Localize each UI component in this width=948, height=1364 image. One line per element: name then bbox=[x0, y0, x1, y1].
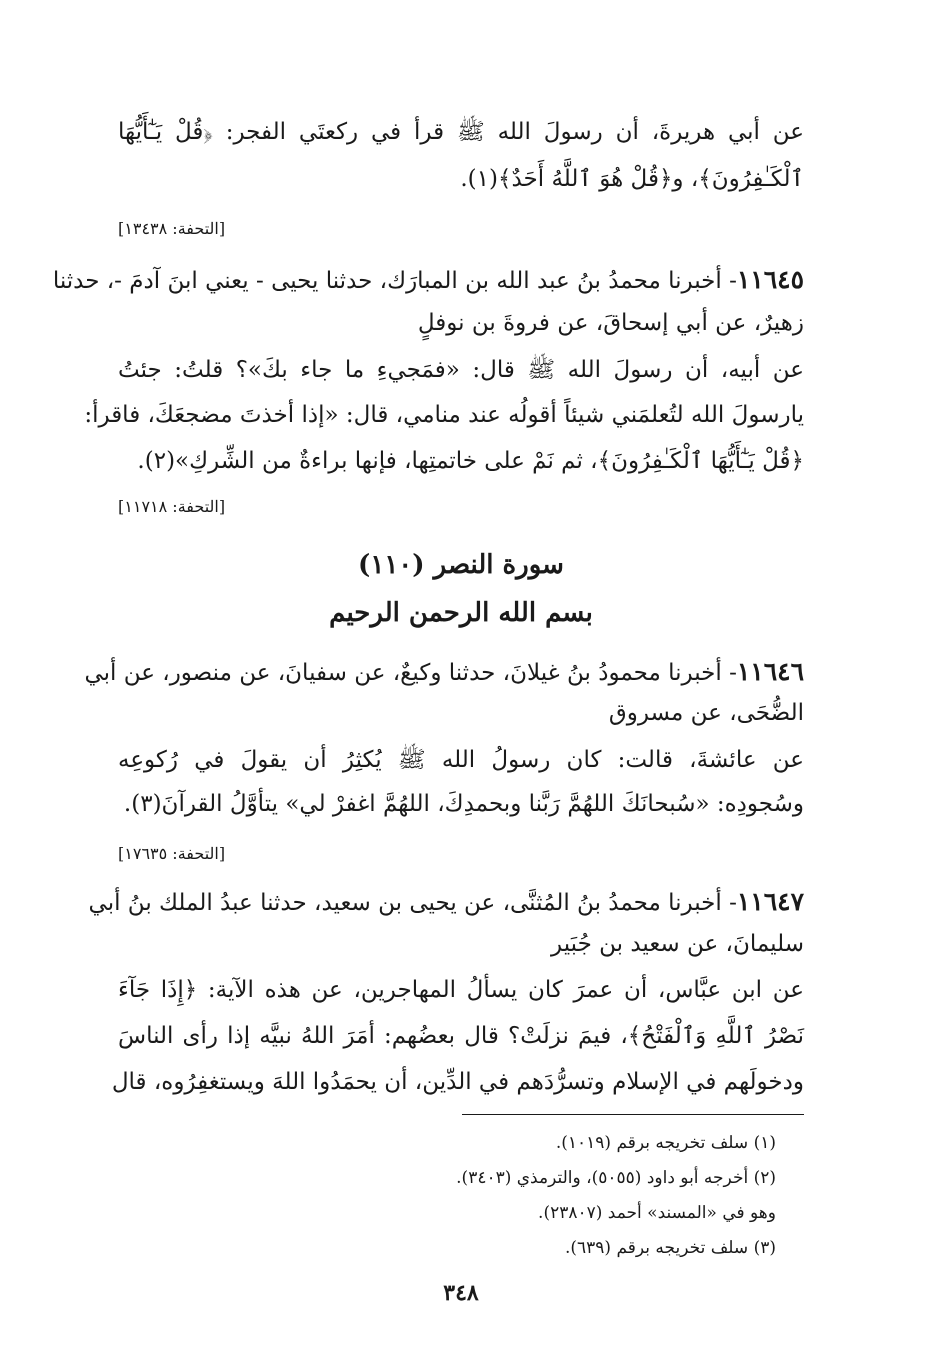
footnote: وهو في «المسند» أحمد (٢٣٨٠٧). bbox=[538, 1203, 776, 1223]
hadith-entry bbox=[88, 882, 804, 923]
text-line: يارسولَ الله لتُعلمَني شيئاً أقولُه عند منامي، قال: «إذا أخذتَ مضجعَكَ، فاقرأ: bbox=[84, 402, 804, 428]
text-line: زهيرٌ، عن أبي إسحاقَ، عن فروةَ بن نوفلٍ bbox=[417, 310, 804, 336]
text-line: عن عائشةَ، قالت: كان رسولُ الله ﷺ يُكثِرُ أن يقولَ في رُكوعِه bbox=[118, 747, 804, 773]
page-number: ٣٤٨ bbox=[443, 1280, 479, 1306]
footnote-separator bbox=[462, 1114, 804, 1115]
text-line: - أخبرنا محمدُ بنُ المُثنَّى، عن يحيى بن سعيد، حدثنا عبدُ الملك بنُ أبي bbox=[88, 890, 737, 916]
footnote: (٣) سلف تخريجه برقم (٦٣٩). bbox=[564, 1238, 776, 1258]
text-line: عن ابن عبَّاس، أن عمرَ كان يسألُ المهاجرين، عن هذه الآية: ﴿إِذَا جَآءَ bbox=[118, 977, 804, 1003]
tuhfa-reference: [التحفة: ١٣٤٣٨] bbox=[118, 219, 226, 238]
basmala-heading: بسم الله الرحمن الرحيم bbox=[329, 598, 593, 628]
footnote: (٢) أخرجه أبو داود (٥٠٥٥)، والترمذي (٣٤٠٣). bbox=[456, 1168, 776, 1188]
text-line: وسُجودِه: «سُبحانَكَ اللهُمَّ رَبَّنا وبحمدِكَ، اللهُمَّ اغفرْ لي» يتأوَّلُ القرآنَ(٣). bbox=[123, 791, 804, 817]
hadith-number: ١١٦٤٦ bbox=[736, 657, 804, 686]
text-line: سليمانَ، عن سعيد بن جُبَير bbox=[551, 931, 804, 957]
text-line: - أخبرنا محمدُ بنُ عبد الله بن المبارَك، حدثنا يحيى - يعني ابنَ آدمَ -، حدثنا bbox=[52, 268, 737, 294]
tuhfa-reference: [التحفة: ١١٧١٨] bbox=[118, 497, 226, 516]
text-line: عن أبيه، أن رسولَ الله ﷺ قال: «فمَجيءِ ما جاء بكَ»؟ قلتُ: جئتُ bbox=[118, 357, 804, 383]
surah-title: سورة النصر (١١٠) bbox=[358, 550, 564, 580]
text-line: الضُّحَى، عن مسروق bbox=[608, 700, 804, 726]
hadith-entry bbox=[52, 260, 804, 301]
text-line: عن أبي هريرةَ، أن رسولَ الله ﷺ قرأ في ركعتَي الفجر: ﴿قُلْ يَـٰٓأَيُّهَا bbox=[118, 119, 804, 145]
hadith-number: ١١٦٤٧ bbox=[736, 887, 804, 916]
text-line: - أخبرنا محمودُ بنُ غيلانَ، حدثنا وكيعٌ، عن سفيانَ، عن منصور، عن أبي bbox=[84, 660, 737, 686]
text-line: ٱلْكَـٰفِرُونَ﴾، و﴿قُلْ هُوَ ٱللَّهُ أَحَدٌ﴾(١). bbox=[460, 166, 804, 192]
text-line: ﴿قُلْ يَـٰٓأَيُّهَا ٱلْكَـٰفِرُونَ﴾، ثم نَمْ على خاتمتِها، فإنها براءةٌ من الشِّركِ»(٢). bbox=[137, 448, 804, 474]
tuhfa-reference: [التحفة: ١٧٦٣٥] bbox=[118, 844, 226, 863]
footnote: (١) سلف تخريجه برقم (١٠١٩). bbox=[555, 1133, 776, 1153]
page bbox=[52, 0, 804, 1364]
text-line: نَصْرُ ٱللَّهِ وَٱلْفَتْحُ﴾، فيمَ نزلَتْ؟ قال بعضُهم: أمَرَ اللهُ نبيَّه إذا رأى الناسَ bbox=[118, 1023, 804, 1049]
text-line: ودخولَهم في الإسلام وتسرُّدَهم في الدِّين، أن يحمَدُوا اللهَ ويستغفِرُوه، قال bbox=[111, 1069, 804, 1095]
hadith-entry bbox=[84, 652, 804, 693]
hadith-number: ١١٦٤٥ bbox=[736, 265, 804, 294]
